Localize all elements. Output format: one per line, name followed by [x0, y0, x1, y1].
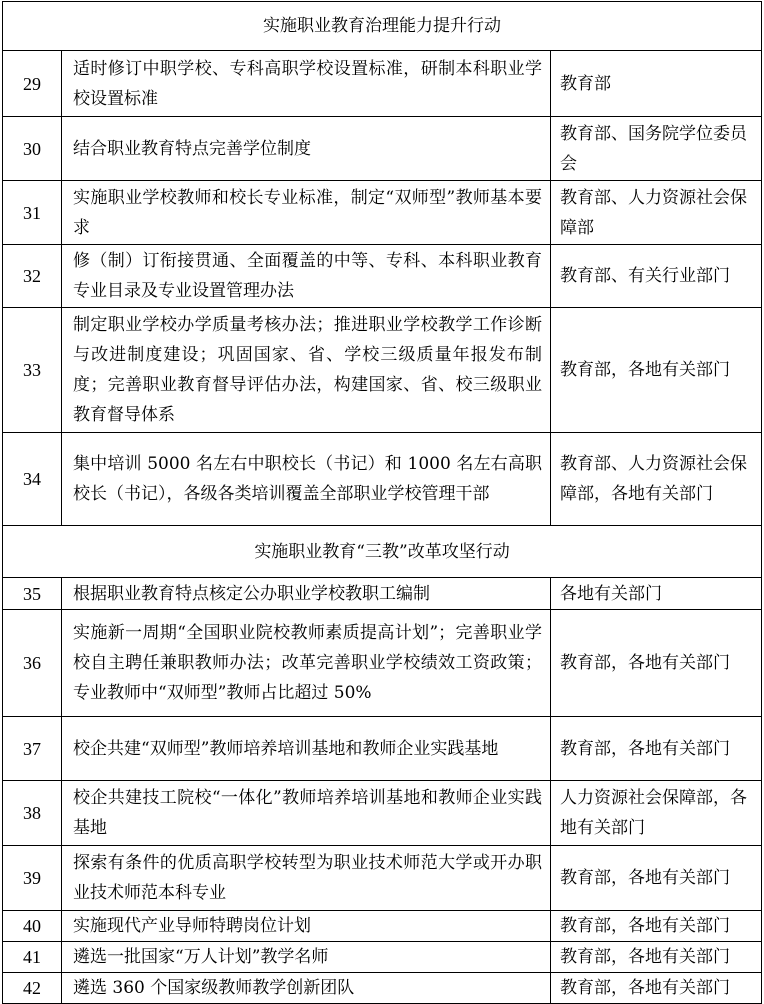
table-row	[3, 578, 762, 610]
responsible-dept: 各地有关部门	[551, 578, 762, 610]
task-text: 实施新一周期“全国职业院校教师素质提高计划”；完善职业学校自主聘任兼职教师办法；改革完善职业学校绩效工资政策；专业教师中“双师型”教师占比超过 50%	[62, 610, 551, 717]
task-text: 遴选一批国家“万人计划”教学名师	[62, 942, 551, 973]
task-text: 遴选 360 个国家级教师教学创新团队	[62, 973, 551, 1004]
responsible-dept: 教育部，各地有关部门	[551, 610, 762, 717]
task-text: 制定职业学校办学质量考核办法；推进职业学校教学工作诊断与改进制度建设；巩固国家、省、学校三级质量年报发布制度；完善职业教育督导评估办法，构建国家、省、校三级职业教育督导体系	[62, 308, 551, 433]
table-row	[3, 433, 762, 526]
task-text: 适时修订中职学校、专科高职学校设置标准，研制本科职业学校设置标准	[62, 51, 551, 117]
row-number: 37	[3, 717, 62, 781]
table-row	[3, 245, 762, 308]
row-number: 38	[3, 781, 62, 846]
responsible-dept: 教育部、人力资源社会保障部	[551, 181, 762, 245]
responsible-dept: 教育部，各地有关部门	[551, 973, 762, 1004]
section-header-row	[3, 526, 762, 578]
row-number: 39	[3, 846, 62, 911]
responsible-dept: 人力资源社会保障部，各地有关部门	[551, 781, 762, 846]
table-row	[3, 846, 762, 911]
responsible-dept: 教育部，各地有关部门	[551, 942, 762, 973]
table-row	[3, 51, 762, 117]
section-title: 实施职业教育“三教”改革攻坚行动	[3, 526, 762, 578]
responsible-dept: 教育部、国务院学位委员会	[551, 117, 762, 181]
row-number: 41	[3, 942, 62, 973]
table-row	[3, 181, 762, 245]
row-number: 33	[3, 308, 62, 433]
table-row	[3, 610, 762, 717]
task-text: 探索有条件的优质高职学校转型为职业技术师范大学或开办职业技术师范本科专业	[62, 846, 551, 911]
responsible-dept: 教育部，各地有关部门	[551, 911, 762, 942]
table-row	[3, 717, 762, 781]
task-text: 实施职业学校教师和校长专业标准，制定“双师型”教师基本要求	[62, 181, 551, 245]
task-text: 修（制）订衔接贯通、全面覆盖的中等、专科、本科职业教育专业目录及专业设置管理办法	[62, 245, 551, 308]
table-row	[3, 781, 762, 846]
task-text: 根据职业教育特点核定公办职业学校教职工编制	[62, 578, 551, 610]
row-number: 29	[3, 51, 62, 117]
table-row	[3, 308, 762, 433]
responsible-dept: 教育部，各地有关部门	[551, 308, 762, 433]
responsible-dept: 教育部，各地有关部门	[551, 717, 762, 781]
task-text: 结合职业教育特点完善学位制度	[62, 117, 551, 181]
row-number: 42	[3, 973, 62, 1004]
row-number: 34	[3, 433, 62, 526]
task-text: 实施现代产业导师特聘岗位计划	[62, 911, 551, 942]
responsible-dept: 教育部、人力资源社会保障部，各地有关部门	[551, 433, 762, 526]
table-row	[3, 911, 762, 942]
row-number: 30	[3, 117, 62, 181]
row-number: 40	[3, 911, 62, 942]
row-number: 35	[3, 578, 62, 610]
row-number: 31	[3, 181, 62, 245]
task-text: 校企共建技工院校“一体化”教师培养培训基地和教师企业实践基地	[62, 781, 551, 846]
table-row	[3, 942, 762, 973]
task-text: 集中培训 5000 名左右中职校长（书记）和 1000 名左右高职校长（书记），各级各类培训覆盖全部职业学校管理干部	[62, 433, 551, 526]
table-row	[3, 117, 762, 181]
section-title: 实施职业教育治理能力提升行动	[3, 2, 762, 51]
row-number: 32	[3, 245, 62, 308]
responsible-dept: 教育部，各地有关部门	[551, 846, 762, 911]
row-number: 36	[3, 610, 62, 717]
section-header-row	[3, 2, 762, 51]
responsible-dept: 教育部	[551, 51, 762, 117]
task-table	[2, 1, 762, 1004]
task-text: 校企共建“双师型”教师培养培训基地和教师企业实践基地	[62, 717, 551, 781]
responsible-dept: 教育部、有关行业部门	[551, 245, 762, 308]
